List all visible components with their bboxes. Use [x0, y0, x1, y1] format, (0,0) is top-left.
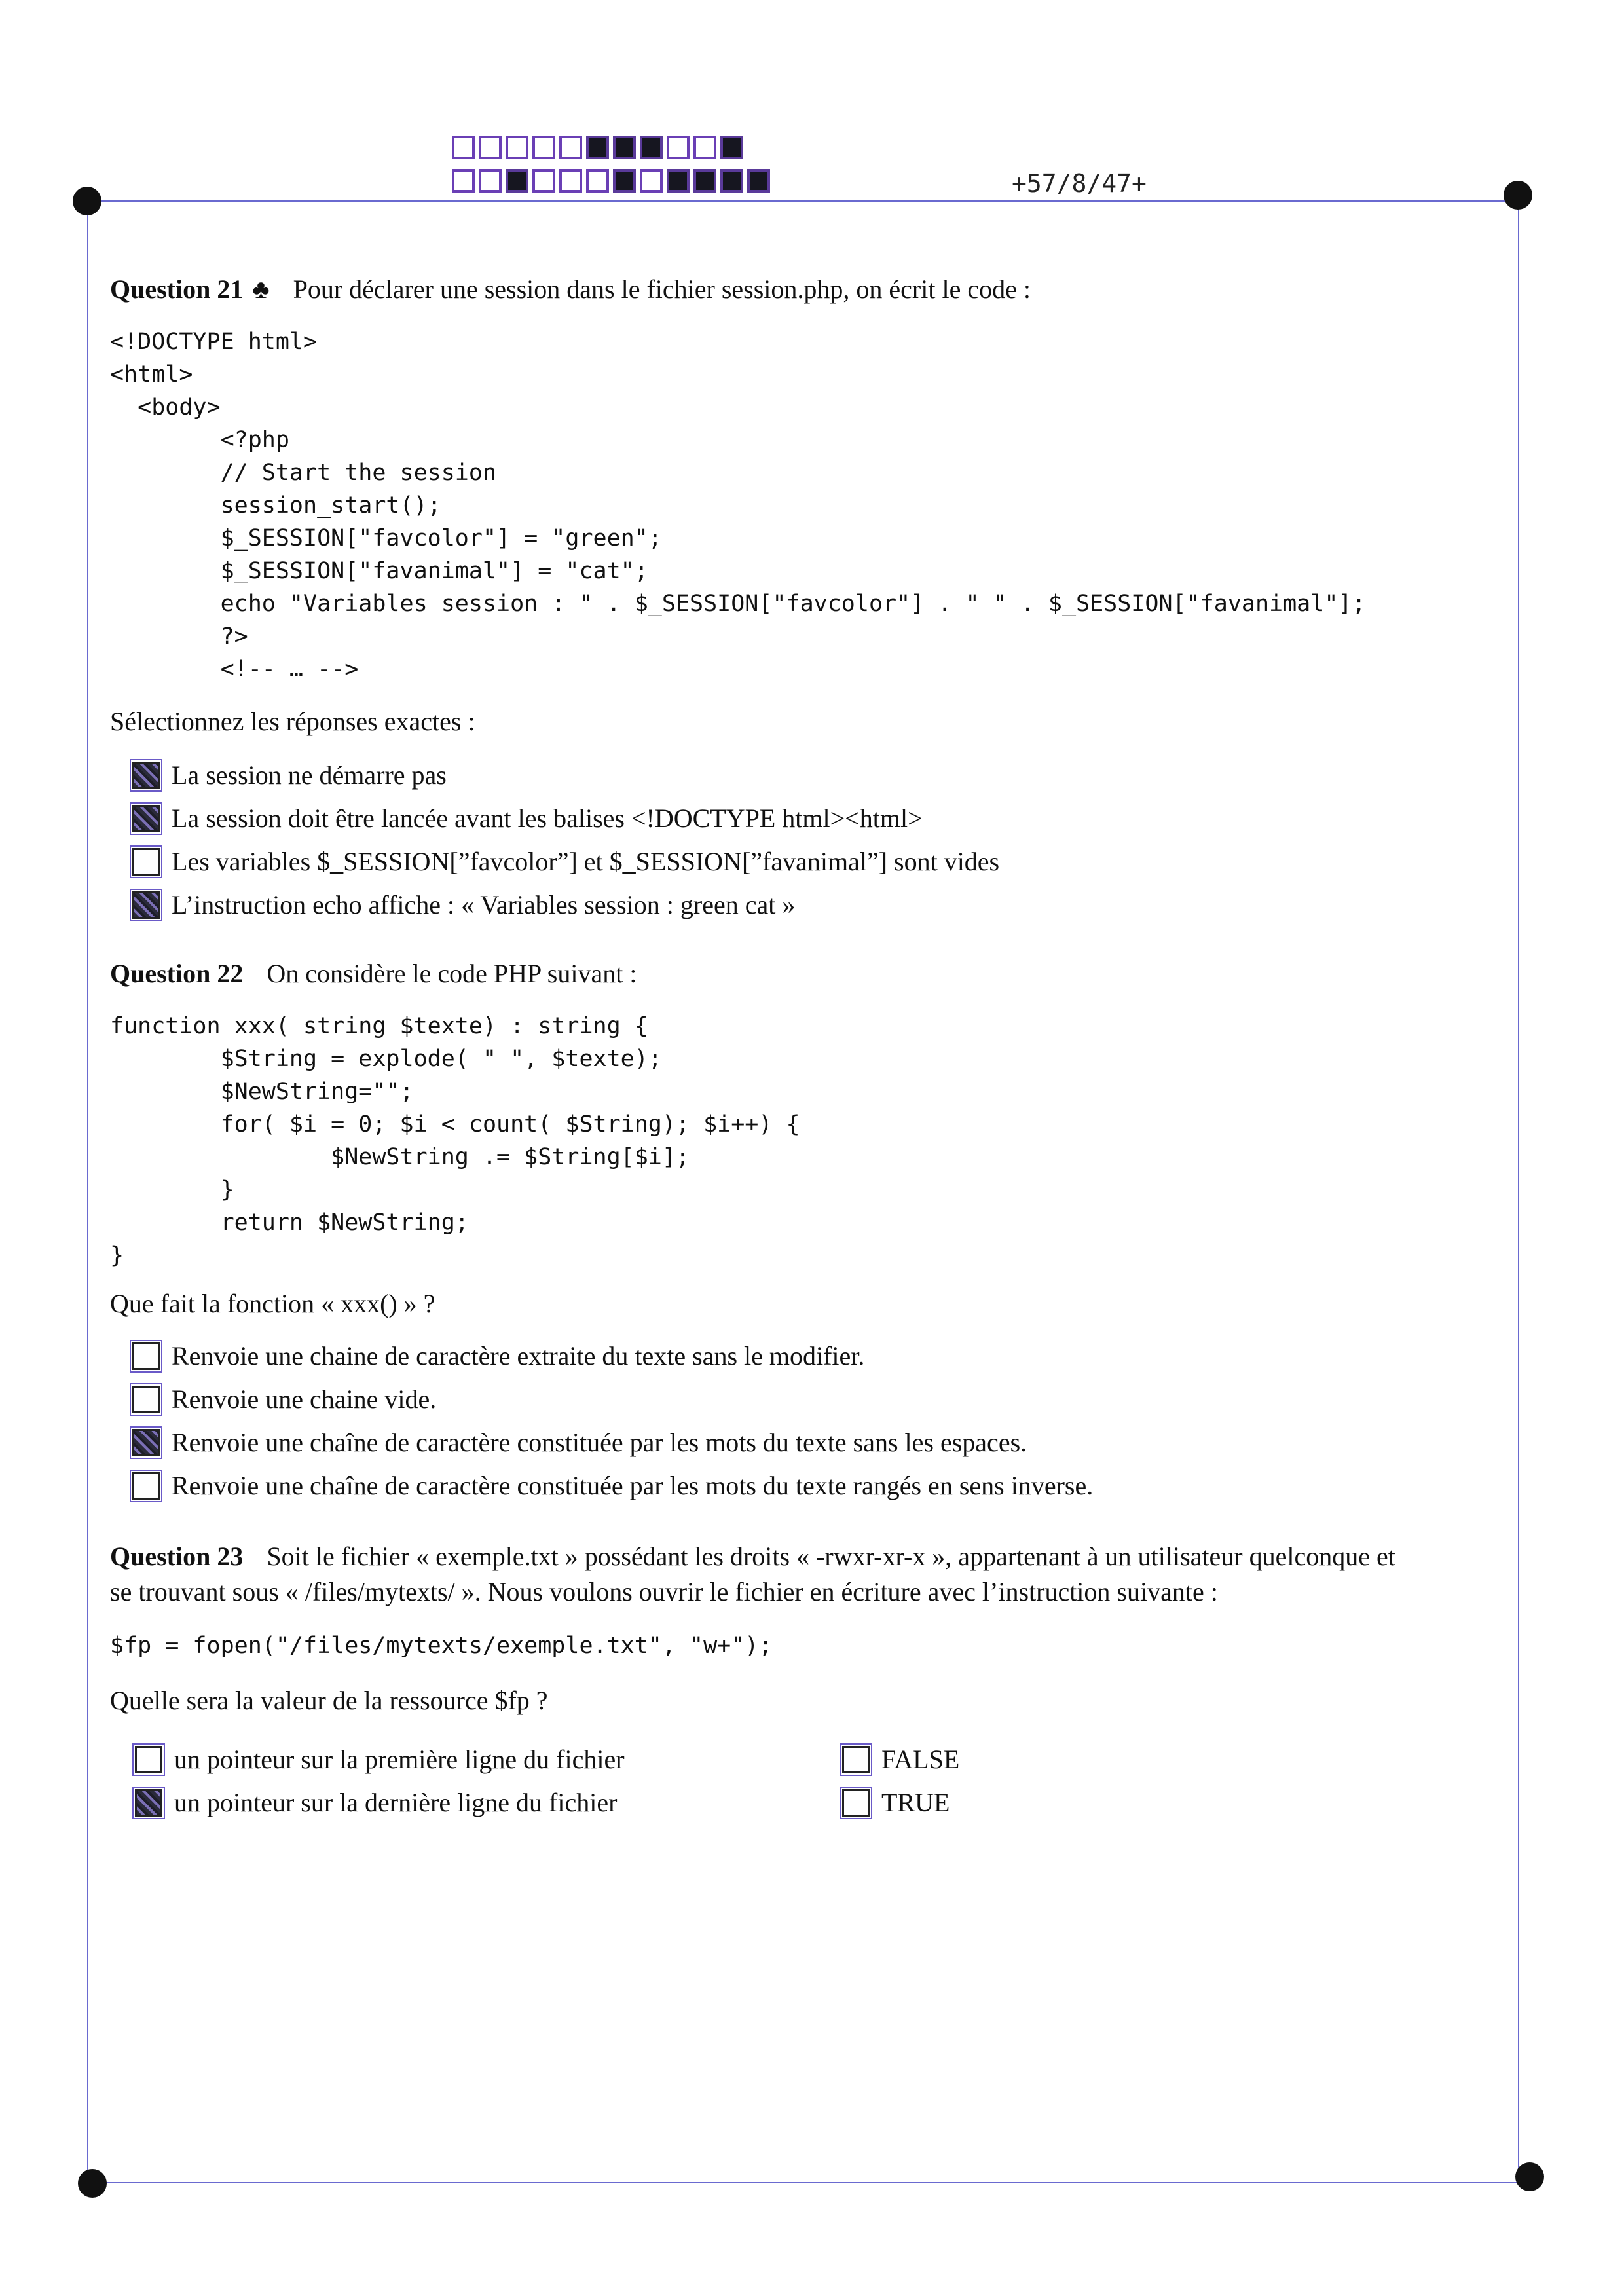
- corner-marker-bottom-left: [78, 2169, 107, 2198]
- answer-choice[interactable]: [135, 1738, 842, 1781]
- question-23: [110, 1539, 1511, 1824]
- question-23-code: $fp = fopen("/files/mytexts/exemple.txt", "w+");: [110, 1633, 773, 1659]
- barcode-cell: [586, 169, 609, 193]
- checked-checkbox[interactable]: [132, 762, 160, 789]
- question-21-prompt: Sélectionnez les réponses exactes :: [110, 707, 475, 736]
- barcode-cell: [506, 169, 528, 193]
- question-22: [110, 956, 1511, 1508]
- question-22-header: [110, 956, 1511, 991]
- checked-checkbox[interactable]: [132, 891, 160, 919]
- barcode-cell: [532, 136, 555, 159]
- question-23-label: Question 23: [110, 1542, 244, 1571]
- barcode-cell: [693, 136, 716, 159]
- answer-choice[interactable]: [132, 883, 1511, 927]
- barcode-cell: [747, 169, 770, 193]
- checked-checkbox[interactable]: [135, 1789, 162, 1817]
- question-22-choices: [132, 1335, 1511, 1508]
- barcode-cell: [640, 169, 663, 193]
- barcode-cell: [559, 136, 582, 159]
- corner-marker-top-right: [1504, 181, 1532, 210]
- question-22-label: Question 22: [110, 959, 244, 988]
- question-21-label: Question 21 ♣: [110, 274, 270, 304]
- page-code: +57/8/47+: [1012, 169, 1147, 198]
- barcode-cell: [720, 169, 743, 193]
- question-21-text: Pour déclarer une session dans le fichier session.php, on écrit le code :: [293, 274, 1031, 304]
- barcode-cell: [613, 136, 636, 159]
- barcode-cell: [479, 136, 502, 159]
- answer-choice-label: Les variables $_SESSION[”favcolor”] et $_SESSION[”favanimal”] sont vides: [172, 847, 1000, 876]
- answer-choice[interactable]: [132, 797, 1511, 840]
- barcode-bottom: [452, 169, 770, 193]
- question-22-text: On considère le code PHP suivant :: [267, 959, 637, 988]
- question-23-choices: [135, 1738, 1511, 1824]
- barcode-cell: [479, 169, 502, 193]
- answer-choice-label: FALSE: [881, 1745, 960, 1774]
- frame-bottom-line: [94, 2182, 1524, 2183]
- barcode-cell: [506, 136, 528, 159]
- empty-checkbox[interactable]: [132, 1472, 160, 1500]
- answer-choice-label: un pointeur sur la première ligne du fichier: [174, 1745, 625, 1774]
- corner-marker-bottom-right: [1515, 2162, 1544, 2191]
- empty-checkbox[interactable]: [132, 1386, 160, 1413]
- question-23-choices-right: [842, 1738, 959, 1824]
- answer-choice[interactable]: [132, 1378, 1511, 1421]
- answer-choice[interactable]: [132, 840, 1511, 883]
- barcode-cell: [720, 136, 743, 159]
- empty-checkbox[interactable]: [842, 1746, 870, 1773]
- frame-right-line: [1518, 194, 1519, 2178]
- corner-marker-top-left: [73, 187, 101, 215]
- question-21-header: [110, 272, 1511, 307]
- barcode-cell: [452, 136, 475, 159]
- barcode-cell: [559, 169, 582, 193]
- empty-checkbox[interactable]: [132, 1342, 160, 1370]
- answer-choice[interactable]: [842, 1781, 959, 1824]
- barcode-cell: [532, 169, 555, 193]
- answer-choice-label: La session doit être lancée avant les balises <!DOCTYPE html><html>: [172, 804, 923, 833]
- answer-choice-label: Renvoie une chaîne de caractère constituée par les mots du texte rangés en sens inverse.: [172, 1471, 1094, 1500]
- answer-choice-label: La session ne démarre pas: [172, 760, 447, 790]
- barcode-cell: [640, 136, 663, 159]
- checked-checkbox[interactable]: [132, 1429, 160, 1456]
- barcode-top: [452, 136, 743, 159]
- answer-choice-label: Renvoie une chaîne de caractère constituée par les mots du texte sans les espaces.: [172, 1428, 1027, 1457]
- barcode-cell: [667, 169, 690, 193]
- club-icon: ♣: [252, 274, 270, 304]
- answer-choice-label: Renvoie une chaine vide.: [172, 1384, 437, 1414]
- question-23-text-line1: Soit le fichier « exemple.txt » possédant les droits « -rwxr-xr-x », appartenant à un utilisateur quelconque et: [267, 1542, 1395, 1571]
- question-22-code: function xxx( string $texte) : string { $String = explode( " ", $texte); $NewString=""; for( $i = 0; $i < count( $String); $i++) { $NewString .= $String[$i]; } return $NewString; }: [110, 1013, 800, 1268]
- question-22-prompt: Que fait la fonction « xxx() » ?: [110, 1289, 435, 1318]
- barcode-cell: [667, 136, 690, 159]
- barcode-cell: [586, 136, 609, 159]
- question-21: [110, 272, 1511, 927]
- answer-choice[interactable]: [135, 1781, 842, 1824]
- question-21-code: <!DOCTYPE html> <html> <body> <?php // Start the session session_start(); $_SESSION["favcolor"] = "green"; $_SESSION["favanimal"] = "cat"; echo "Variables session : " . $_SESSION["favcolor"] . " " . $_SESSION["favanimal"]; ?> <!-- … -->: [110, 329, 1366, 682]
- question-21-choices: [132, 754, 1511, 927]
- answer-choice-label: L’instruction echo affiche : « Variables session : green cat »: [172, 890, 796, 919]
- answer-choice[interactable]: [842, 1738, 959, 1781]
- answer-choice[interactable]: [132, 1335, 1511, 1378]
- barcode-cell: [452, 169, 475, 193]
- question-23-header: [110, 1539, 1511, 1574]
- answer-choice[interactable]: [132, 754, 1511, 797]
- answer-choice[interactable]: [132, 1421, 1511, 1464]
- question-23-text-line2: se trouvant sous « /files/mytexts/ ». Nous voulons ouvrir le fichier en écriture avec l’instruction suivante :: [110, 1577, 1218, 1606]
- empty-checkbox[interactable]: [842, 1789, 870, 1817]
- question-23-prompt: Quelle sera la valeur de la ressource $fp ?: [110, 1686, 548, 1715]
- frame-top-line: [87, 200, 1518, 202]
- answer-choice-label: TRUE: [881, 1788, 950, 1817]
- answer-choice-label: Renvoie une chaine de caractère extraite du texte sans le modifier.: [172, 1341, 865, 1371]
- frame-left-line: [87, 200, 88, 2185]
- empty-checkbox[interactable]: [135, 1746, 162, 1773]
- answer-choice[interactable]: [132, 1464, 1511, 1508]
- empty-checkbox[interactable]: [132, 848, 160, 876]
- checked-checkbox[interactable]: [132, 805, 160, 832]
- answer-choice-label: un pointeur sur la dernière ligne du fichier: [174, 1788, 618, 1817]
- barcode-cell: [693, 169, 716, 193]
- question-23-choices-left: [135, 1738, 842, 1824]
- barcode-cell: [613, 169, 636, 193]
